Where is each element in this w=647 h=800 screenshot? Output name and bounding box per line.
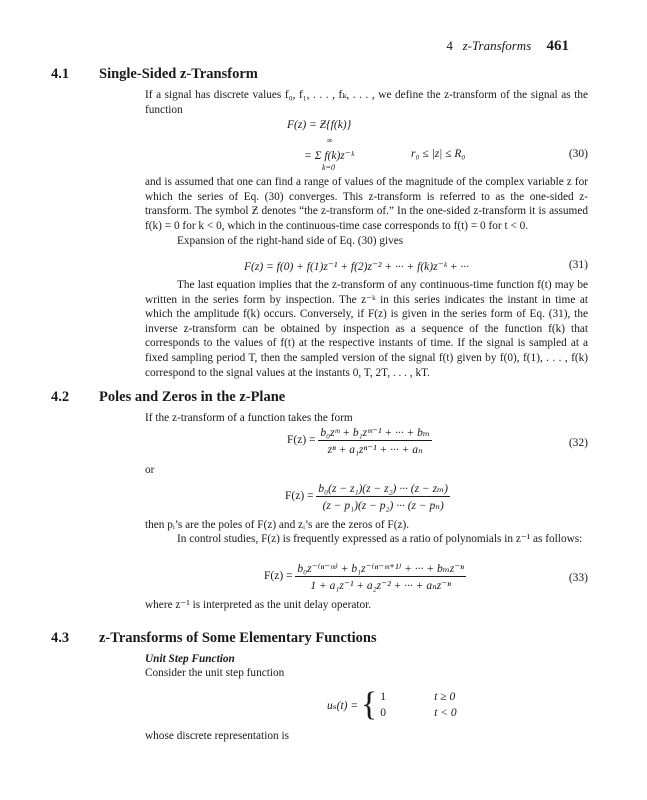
denominator: 1 + a₁z⁻¹ + a₂z⁻² + ··· + aₙz⁻ⁿ xyxy=(310,580,451,592)
paragraph: where z⁻¹ is interpreted as the unit delay operator. xyxy=(145,599,372,611)
page-number: 461 xyxy=(546,38,569,54)
cases xyxy=(380,689,456,721)
section-heading-4-2 xyxy=(51,389,285,406)
equation-lhs: F(z) = xyxy=(264,570,293,583)
paragraph: If a signal has discrete values f₀, f₁, . . . , fₖ, . . . , we define the z-transform of the signal as the function xyxy=(145,89,588,116)
equation-30-line1: F(z) = Ƶ{f(k)} xyxy=(287,119,352,131)
equation-number-32: (32) xyxy=(568,437,588,449)
section-title: z-Transforms of Some Elementary Functions xyxy=(99,630,377,646)
paragraph: Expansion of the right-hand side of Eq. (30) gives xyxy=(177,235,404,247)
paragraph: then pᵢ’s are the poles of F(z) and zᵢ’s are the zeros of F(z). xyxy=(145,519,410,531)
running-title: z-Transforms xyxy=(462,38,532,53)
paragraph: and is assumed that one can find a range of values of the magnitude of the complex variable z for which the series of Eq. (30) converges. This z-transform is referred to as the one-sided z-transform. The symbol Ƶ denotes “the z-transform of.” In the one-sided z-transform it is assumed f(k) = 0 for k < 0, which in the continuous-time case corresponds to f(t) = 0 for t < 0. xyxy=(145,176,588,232)
section-title: Single-Sided z-Transform xyxy=(99,66,258,82)
case-value: 0 xyxy=(380,707,386,719)
section-heading-4-3 xyxy=(51,630,377,647)
paragraph: whose discrete representation is xyxy=(145,730,289,742)
equation-factored xyxy=(285,481,450,512)
section-number: 4.1 xyxy=(51,66,70,82)
fraction xyxy=(295,561,466,592)
section-heading-4-1 xyxy=(51,66,258,83)
running-header xyxy=(446,38,569,55)
equation-number-30: (30) xyxy=(568,148,588,160)
paragraph: If the z-transform of a function takes the form xyxy=(145,412,353,424)
subsection-heading: Unit Step Function xyxy=(145,653,235,665)
section-title: Poles and Zeros in the z-Plane xyxy=(99,389,286,405)
case-condition: t ≥ 0 xyxy=(434,691,456,703)
fraction xyxy=(318,425,432,456)
denominator: (z − p₁)(z − p₂) ··· (z − pₙ) xyxy=(322,500,444,512)
fraction xyxy=(316,481,450,512)
equation-lhs: uₛ(t) = xyxy=(327,700,359,712)
equation-31: F(z) = f(0) + f(1)z⁻¹ + f(2)z⁻² + ··· + f(k)z⁻ᵏ + ··· xyxy=(244,261,470,273)
equation-32 xyxy=(287,425,432,456)
equation-unit-step xyxy=(327,686,457,723)
paragraph: or xyxy=(145,464,155,476)
numerator: b₀zᵐ + b₁zᵐ⁻¹ + ··· + bₘ xyxy=(320,427,430,439)
case-condition: t < 0 xyxy=(434,707,457,719)
sum-upper-limit: ∞ xyxy=(327,136,333,145)
paragraph: In control studies, F(z) is frequently expressed as a ratio of polynomials in z⁻¹ as follows: xyxy=(177,533,583,545)
left-brace: { xyxy=(361,686,378,723)
equation-30-line2: = Σ f(k)z⁻ᵏ xyxy=(304,150,355,162)
equation-lhs: F(z) = xyxy=(287,434,316,447)
numerator: b₀(z − z₁)(z − z₂) ··· (z − zₘ) xyxy=(318,483,448,495)
equation-33 xyxy=(264,561,466,592)
section-number: 4.2 xyxy=(51,389,70,405)
numerator: b₀z⁻⁽ⁿ⁻ᵐ⁾ + b₁z⁻⁽ⁿ⁻ᵐ⁺¹⁾ + ··· + bₘz⁻ⁿ xyxy=(297,563,464,575)
sum-lower-limit: k=0 xyxy=(322,163,335,172)
paragraph: The last equation implies that the z-transform of any continuous-time function f(t) may be written in the series form by inspection. The z⁻ᵏ in this series indicates the instant in time at which the amplitude f(k) occurs. Conversely, if F(z) is given in the series form of Eq. (31), the inverse z-transform can be obtained by inspection as a sequence of the function f(k) that corresponds to the values of f(t) at the respective instants of time. If the signal is sampled at a fixed sampling period T, then the sampled version of the signal f(t) given by f(0), f(1), . . . , f(k) correspond to the signal values at the instants 0, T, 2T, . . . , kT. xyxy=(145,279,588,379)
section-number: 4.3 xyxy=(51,630,70,646)
equation-number-33: (33) xyxy=(568,572,588,584)
equation-number-31: (31) xyxy=(568,259,588,271)
equation-lhs: F(z) = xyxy=(285,490,314,503)
equation-30-range: r₀ ≤ |z| ≤ R₀ xyxy=(411,148,466,160)
case-value: 1 xyxy=(380,691,386,703)
denominator: zⁿ + a₁zⁿ⁻¹ + ··· + aₙ xyxy=(327,444,423,456)
chapter-number: 4 xyxy=(446,38,453,53)
paragraph: Consider the unit step function xyxy=(145,667,285,679)
